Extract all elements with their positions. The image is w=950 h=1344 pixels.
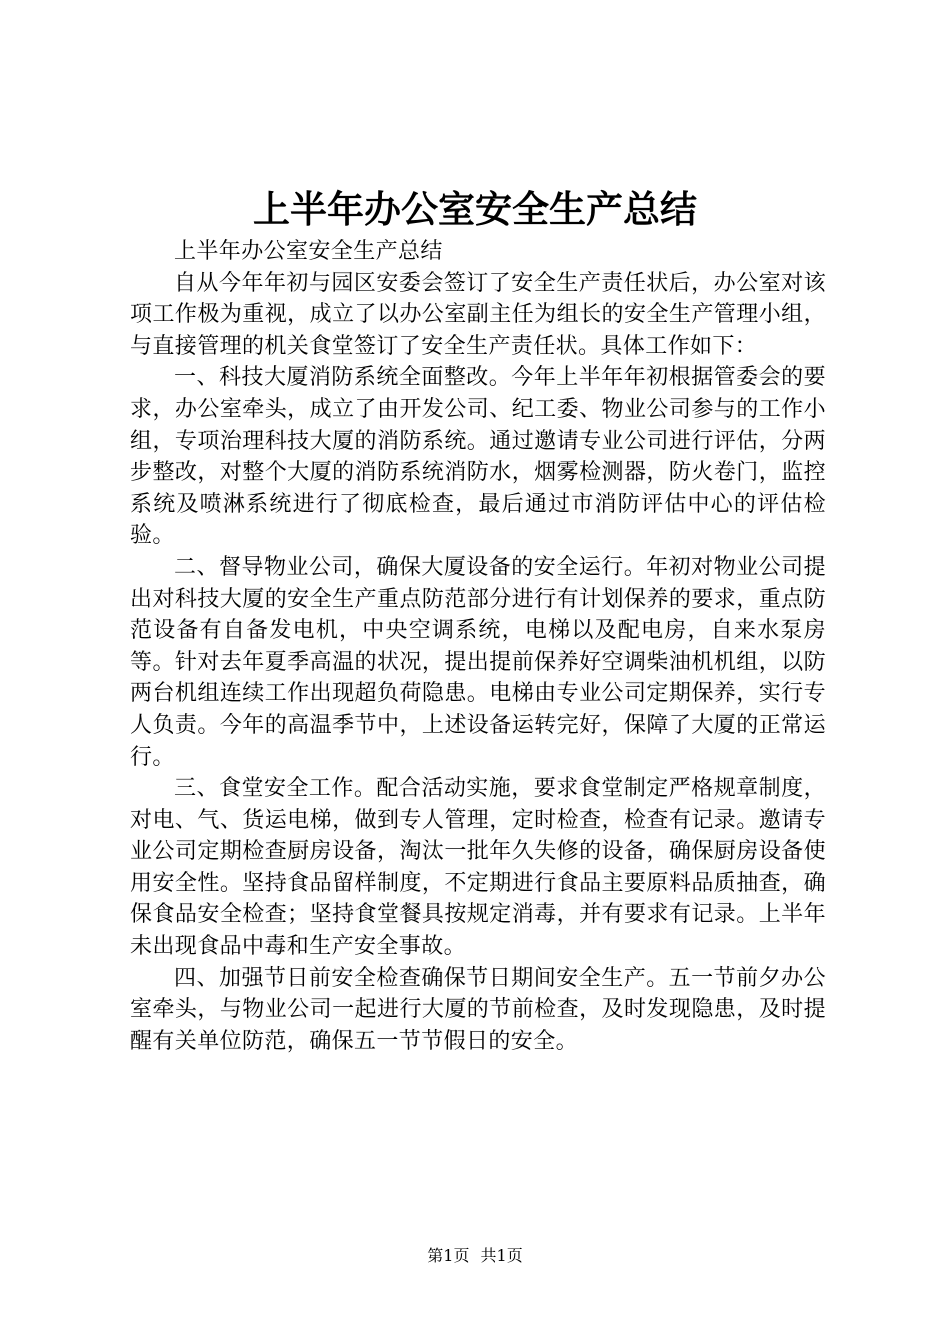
page-footer: [0, 1244, 950, 1268]
paragraph-section-2: 二、督导物业公司，确保大厦设备的安全运行。年初对物业公司提出对科技大厦的安全生产重点防范部分进行有计划保养的要求，重点防范设备有自备发电机，中央空调系统，电梯以及配电房，自来水泵房等。针对去年夏季高温的状况，提出提前保养好空调柴油机机组，以防两台机组连续工作出现超负荷隐患。电梯由专业公司定期保养，实行专人负责。今年的高温季节中，上述设备运转完好，保障了大厦的正常运行。: [130, 554, 826, 770]
document-body: [130, 236, 826, 1057]
paragraph-intro: 自从今年年初与园区安委会签订了安全生产责任状后，办公室对该项工作极为重视，成立了以办公室副主任为组长的安全生产管理小组，与直接管理的机关食堂签订了安全生产责任状。具体工作如下：: [130, 270, 826, 359]
paragraph-section-4: 四、加强节日前安全检查确保节日期间安全生产。五一节前夕办公室牵头，与物业公司一起进行大厦的节前检查，及时发现隐患，及时提醒有关单位防范，确保五一节节假日的安全。: [130, 965, 826, 1054]
page-number: 第1页: [427, 1246, 470, 1265]
paragraph-subtitle: 上半年办公室安全生产总结: [174, 239, 443, 264]
document-title: 上半年办公室安全生产总结: [253, 188, 697, 231]
paragraph-section-3: 三、食堂安全工作。配合活动实施，要求食堂制定严格规章制度，对电、气、货运电梯，做到专人管理，定时检查，检查有记录。邀请专业公司定期检查厨房设备，淘汰一批年久失修的设备，确保厨房设备使用安全性。坚持食品留样制度，不定期进行食品主要原料品质抽查，确保食品安全检查；坚持食堂餐具按规定消毒，并有要求有记录。上半年未出现食品中毒和生产安全事故。: [130, 776, 826, 960]
paragraph-section-1: 一、科技大厦消防系统全面整改。今年上半年年初根据管委会的要求，办公室牵头，成立了由开发公司、纪工委、物业公司参与的工作小组，专项治理科技大厦的消防系统。通过邀请专业公司进行评估，分两步整改，对整个大厦的消防系统消防水，烟雾检测器，防火卷门，监控系统及喷淋系统进行了彻底检查，最后通过市消防评估中心的评估检验。: [130, 365, 826, 549]
page-total: 共1页: [480, 1246, 523, 1265]
